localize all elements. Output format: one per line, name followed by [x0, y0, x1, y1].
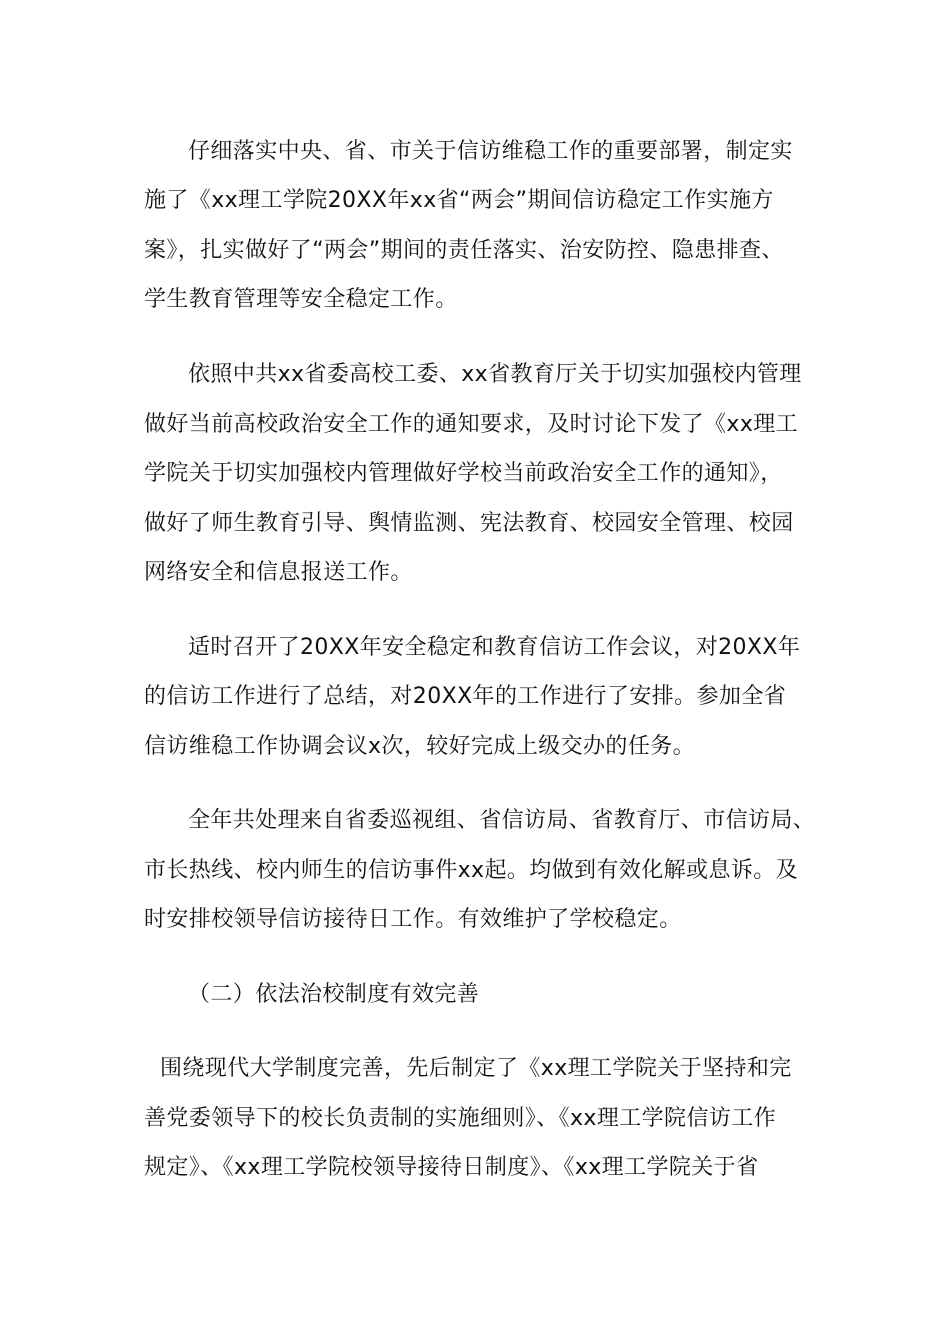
paragraph-6-line-1: 围绕现代大学制度完善，先后制定了《xx理工学院关于坚持和完 [160, 1056, 792, 1081]
paragraph-3-line-2: 的信访工作进行了总结，对20XX年的工作进行了安排。参加全省 [144, 684, 787, 709]
paragraph-2-line-1: 依照中共xx省委高校工委、xx省教育厅关于切实加强校内管理 [188, 362, 802, 387]
paragraph-2-line-4: 做好了师生教育引导、舆情监测、宪法教育、校园安全管理、校园 [144, 511, 794, 536]
paragraph-4-line-3: 时安排校领导信访接待日工作。有效维护了学校稳定。 [144, 907, 682, 932]
paragraph-3-line-3: 信访维稳工作协调会议x次，较好完成上级交办的任务。 [144, 734, 696, 759]
paragraph-6-line-2: 善党委领导下的校长负责制的实施细则》、《xx理工学院信访工作 [144, 1106, 777, 1131]
paragraph-1-line-1: 仔细落实中央、省、市关于信访维稳工作的重要部署，制定实 [188, 139, 793, 164]
paragraph-2-line-5: 网络安全和信息报送工作。 [144, 560, 413, 585]
paragraph-4-line-1: 全年共处理来自省委巡视组、省信访局、省教育厅、市信访局、 [188, 808, 816, 833]
paragraph-2-line-2: 做好当前高校政治安全工作的通知要求，及时讨论下发了《xx理工 [144, 412, 799, 437]
paragraph-4-line-2: 市长热线、校内师生的信访事件xx起。均做到有效化解或息诉。及 [144, 858, 799, 883]
paragraph-3-line-1: 适时召开了20XX年安全稳定和教育信访工作会议，对20XX年 [188, 635, 801, 660]
section-heading: （二）依法治校制度有效完善 [188, 982, 480, 1007]
paragraph-1-line-3: 案》，扎实做好了“两会”期间的责任落实、治安防控、隐患排查、 [144, 238, 784, 263]
paragraph-6-line-3: 规定》、《xx理工学院校领导接待日制度》、《xx理工学院关于省 [144, 1155, 759, 1180]
paragraph-1-line-4: 学生教育管理等安全稳定工作。 [144, 287, 458, 312]
paragraph-1-line-2: 施了《xx理工学院20XX年xx省“两会”期间信访稳定工作实施方 [144, 188, 774, 213]
paragraph-2-line-3: 学院关于切实加强校内管理做好学校当前政治安全工作的通知》， [144, 461, 783, 486]
